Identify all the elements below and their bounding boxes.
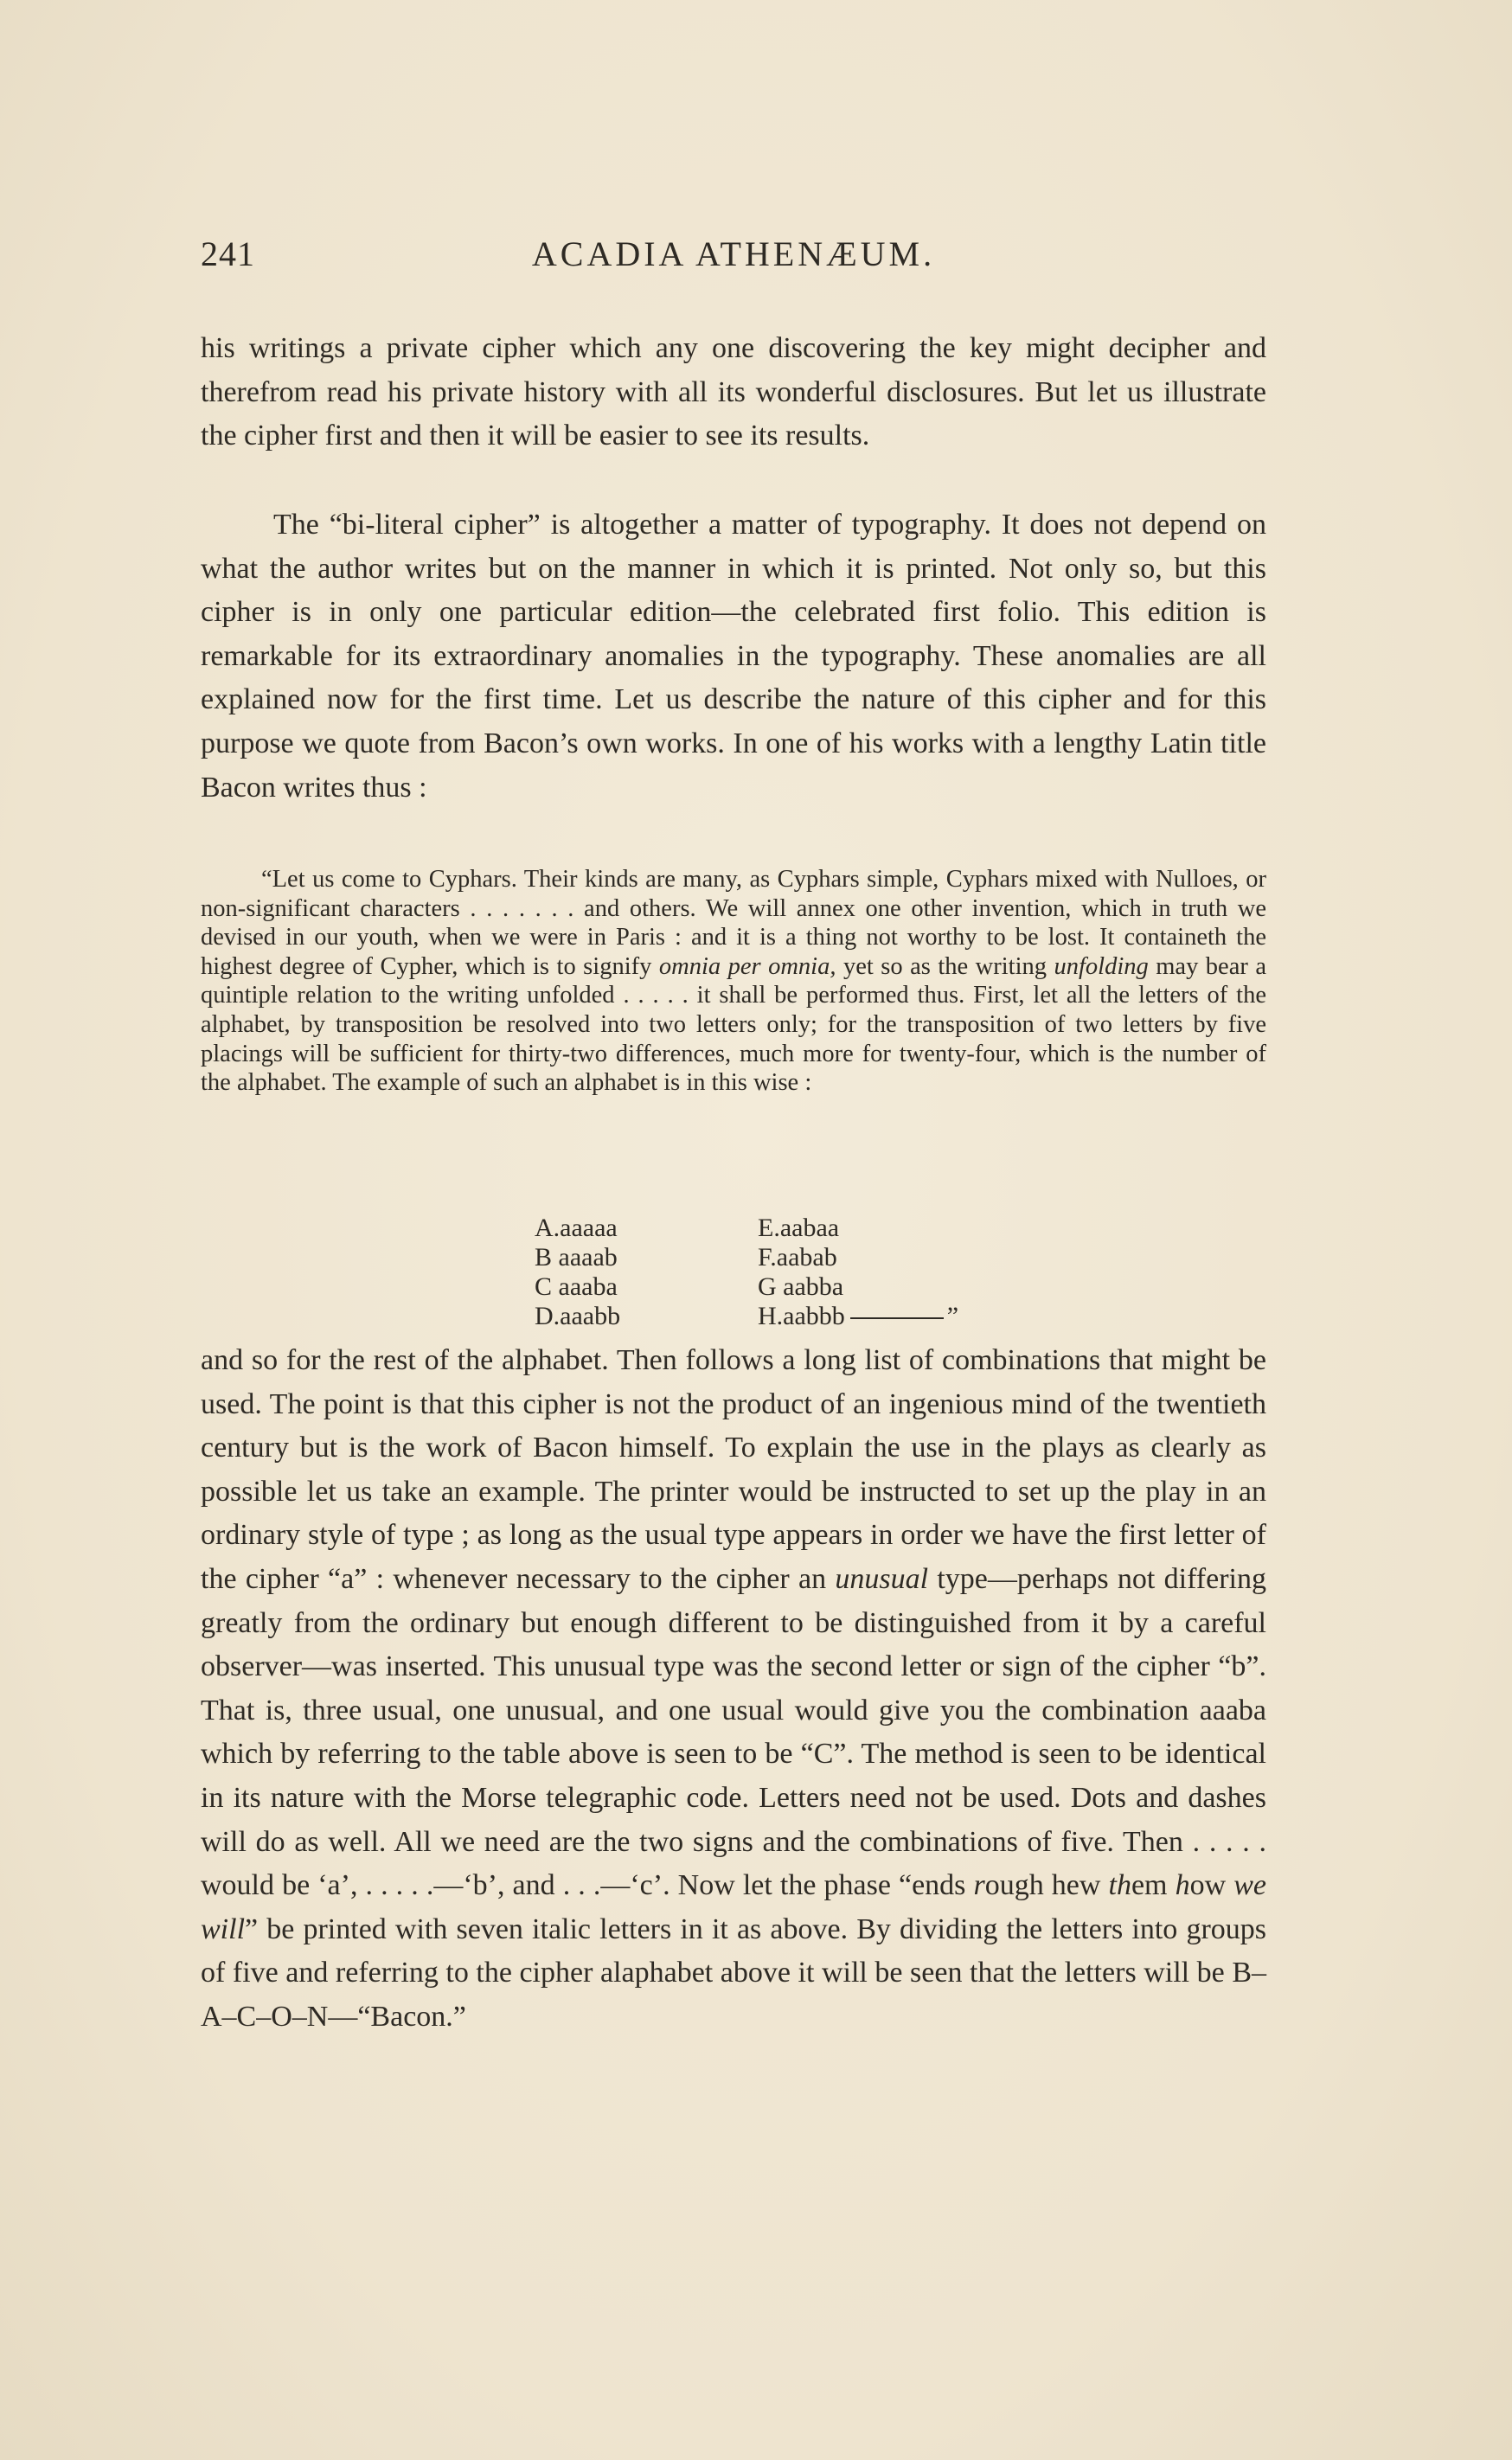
quote-text-1: “Let us come to Cyphars. Their kinds are many, as Cyphars simple, Cyphars mixed with Nulloes, or non-significant characters . . . . . . . and others. We will annex one other invention, which in truth we devised in our youth, when we were in Paris : and it is a thing not worthy to be lost. It containeth the highest degree of Cypher, which is to signify (201, 866, 1266, 980)
bacon-quotation (201, 865, 1266, 1098)
paragraph-3 (201, 1339, 1266, 2040)
p3-text-2: type—perhaps not differing greatly from the ordinary but enough different to be distinguished from it by a careful observer—was inserted. This unusual type was the second letter or sign of the cipher “b”. That is, three usual, one unusual, and one usual would give you the combination aaaba which by referring to the table above is seen to be “C”. The method is seen to be identical in its nature with the Morse telegraphic code. Letters need not be used. Dots and dashes will do as well. All we need are the two signs and the combinations of five. Then . . . . . would be ‘a’, . . . . .—‘b’, and . . .—‘c’. Now let the phase “ends (201, 1562, 1266, 1902)
p3-text-3: ough hew (984, 1869, 1109, 1902)
paragraph-3-text (201, 1339, 1266, 2040)
quotation-text (201, 865, 1266, 1098)
paragraph-1-text: his writings a private cipher which any one discovering the key might decipher and therefrom read his private history with all its wonderful disclosures. But let us illustrate the cipher first and then it will be easier to see its results. (201, 332, 1266, 452)
p3-italic-1: unusual (835, 1562, 929, 1595)
running-title: ACADIA ATHENÆUM. (531, 234, 936, 273)
cipher-entry: D.aaabb (535, 1302, 621, 1330)
cipher-column-right (758, 1214, 958, 1331)
quote-text-2: yet so as the writing (836, 952, 1054, 980)
cipher-entry: F.aabab (758, 1243, 837, 1272)
paragraph-2-text: The “bi-literal cipher” is altogether a matter of typography. It does not depend on what the author writes but on the manner in which it is printed. Not only so, but this cipher is in only one particular edition—the celebrated first folio. This edition is remarkable for its extraordinary anomalies in the typography. These anomalies are all explained now for the first time. Let us describe the nature of this cipher and for this purpose we quote from Bacon’s own works. In one of his works with a lengthy Latin title Bacon writes thus : (201, 509, 1266, 804)
cipher-entry-last (758, 1302, 958, 1331)
p3-italic-5: we (1233, 1869, 1266, 1902)
p3-text-1: and so for the rest of the alphabet. Then follows a long list of combinations that might be used. The point is that this cipher is not the product of an ingenious mind of the twentieth century but is the work of Bacon himself. To explain the use in the plays as clearly as possible let us take an example. The printer would be instructed to set up the play in an ordinary style of type ; as long as the usual type appears in order we have the first letter of the cipher “a” : whenever necessary to the cipher an (201, 1344, 1266, 1595)
paragraph-1 (201, 327, 1266, 458)
p3-italic-6: will (201, 1912, 246, 1945)
cipher-entry: B aaaab (535, 1243, 618, 1272)
cipher-entry: H.aabbb (758, 1302, 845, 1330)
cipher-entry: G aabba (758, 1272, 844, 1301)
p3-text-6: ” be printed with seven italic letters in it as above. By dividing the letters into groups of five and referring to the cipher alaphabet above it will be seen that the letters will be B–A–C–O–N—“Bacon.” (201, 1912, 1266, 2033)
page-header (201, 234, 1266, 285)
cipher-column-left (535, 1214, 620, 1331)
p3-italic-2: r (973, 1869, 985, 1902)
dash-rule (850, 1317, 944, 1319)
p3-text-5: ow (1189, 1869, 1234, 1902)
cipher-entry: A.aaaaa (535, 1214, 618, 1242)
closing-quote: ” (946, 1302, 959, 1330)
p3-text-4: em (1131, 1869, 1176, 1902)
page-number: 241 (201, 234, 255, 273)
quote-italic-1: omnia per omnia, (658, 952, 836, 980)
quote-italic-2: unfolding (1054, 952, 1149, 980)
p3-italic-3: th (1108, 1869, 1131, 1902)
cipher-entry: E.aabaa (758, 1214, 840, 1242)
paragraph-2 (201, 503, 1266, 810)
quote-text-3: may bear a quintiple relation to the writing unfolded . . . . . it shall be performed thus. First, let all the letters of the alphabet, by transposition be resolved into two letters only; for the transposition of two letters by five placings will be sufficient for thirty-two differences, much more for twenty-four, which is the number of the alphabet. The example of such an alphabet is in this wise : (201, 952, 1266, 1097)
cipher-entry: C aaaba (535, 1272, 618, 1301)
p3-italic-4: h (1175, 1869, 1190, 1902)
